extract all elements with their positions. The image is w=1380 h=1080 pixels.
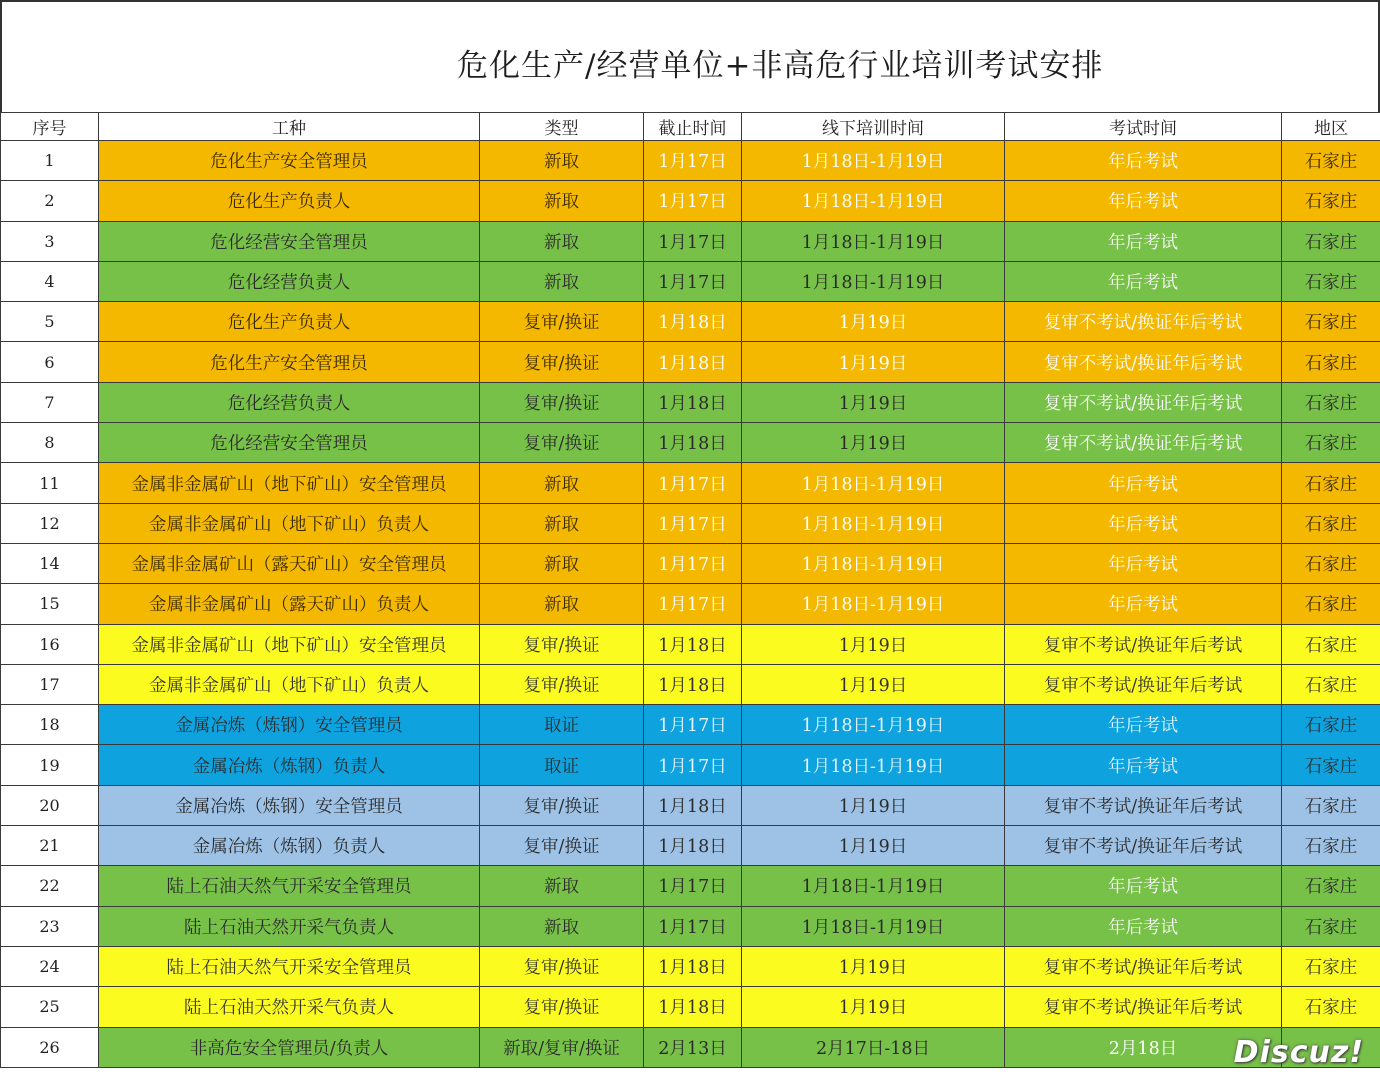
cell-job: 危化经营安全管理员 [99, 221, 480, 261]
cell-type: 复审/换证 [480, 342, 644, 382]
cell-index: 5 [1, 302, 99, 342]
cell-type: 复审/换证 [480, 664, 644, 704]
table-row [1, 987, 1380, 1027]
cell-deadline: 1月18日 [644, 342, 742, 382]
cell-region: 石家庄 [1282, 906, 1380, 946]
cell-deadline: 1月17日 [644, 181, 742, 221]
cell-index: 26 [1, 1027, 99, 1067]
cell-type: 新取 [480, 141, 644, 181]
cell-exam-time: 年后考试 [1005, 181, 1282, 221]
cell-job: 危化生产安全管理员 [99, 342, 480, 382]
watermark-logo: Discuz! [1233, 1035, 1364, 1070]
table-row [1, 141, 1380, 181]
table-row [1, 866, 1380, 906]
cell-job: 陆上石油天然开采气负责人 [99, 987, 480, 1027]
cell-index: 22 [1, 866, 99, 906]
cell-exam-time: 2月18日 [1005, 1027, 1282, 1067]
cell-region: 石家庄 [1282, 423, 1380, 463]
cell-training-time: 1月18日-1月19日 [742, 463, 1005, 503]
cell-training-time: 1月18日-1月19日 [742, 221, 1005, 261]
cell-training-time: 1月18日-1月19日 [742, 745, 1005, 785]
cell-exam-time: 年后考试 [1005, 221, 1282, 261]
cell-type: 复审/换证 [480, 826, 644, 866]
table-row [1, 624, 1380, 664]
table-row [1, 664, 1380, 704]
cell-job: 危化经营负责人 [99, 382, 480, 422]
table-row [1, 463, 1380, 503]
cell-index: 25 [1, 987, 99, 1027]
cell-exam-time: 复审不考试/换证年后考试 [1005, 342, 1282, 382]
cell-type: 复审/换证 [480, 785, 644, 825]
cell-deadline: 1月17日 [644, 866, 742, 906]
cell-region: 石家庄 [1282, 826, 1380, 866]
cell-index: 12 [1, 503, 99, 543]
cell-index: 4 [1, 261, 99, 301]
cell-deadline: 1月17日 [644, 705, 742, 745]
cell-job: 金属非金属矿山（露天矿山）安全管理员 [99, 543, 480, 583]
table-row [1, 705, 1380, 745]
cell-training-time: 1月18日-1月19日 [742, 543, 1005, 583]
cell-job: 金属非金属矿山（露天矿山）负责人 [99, 584, 480, 624]
cell-index: 1 [1, 141, 99, 181]
table-row [1, 181, 1380, 221]
table-row [1, 745, 1380, 785]
cell-region: 石家庄 [1282, 785, 1380, 825]
header-region: 地区 [1282, 113, 1380, 141]
table-row [1, 503, 1380, 543]
cell-job: 金属非金属矿山（地下矿山）负责人 [99, 503, 480, 543]
table-row [1, 785, 1380, 825]
cell-type: 新取 [480, 906, 644, 946]
cell-index: 14 [1, 543, 99, 583]
cell-index: 8 [1, 423, 99, 463]
cell-training-time: 1月18日-1月19日 [742, 705, 1005, 745]
cell-type: 复审/换证 [480, 382, 644, 422]
cell-training-time: 1月19日 [742, 423, 1005, 463]
cell-deadline: 1月18日 [644, 302, 742, 342]
cell-index: 2 [1, 181, 99, 221]
cell-deadline: 1月17日 [644, 463, 742, 503]
cell-region: 石家庄 [1282, 664, 1380, 704]
cell-type: 新取 [480, 221, 644, 261]
cell-training-time: 1月18日-1月19日 [742, 906, 1005, 946]
cell-index: 17 [1, 664, 99, 704]
cell-training-time: 1月19日 [742, 946, 1005, 986]
cell-exam-time: 年后考试 [1005, 745, 1282, 785]
cell-index: 15 [1, 584, 99, 624]
cell-deadline: 1月18日 [644, 826, 742, 866]
cell-training-time: 1月18日-1月19日 [742, 181, 1005, 221]
cell-training-time: 1月19日 [742, 382, 1005, 422]
header-type: 类型 [480, 113, 644, 141]
cell-deadline: 2月13日 [644, 1027, 742, 1067]
cell-index: 19 [1, 745, 99, 785]
cell-job: 危化生产安全管理员 [99, 141, 480, 181]
cell-job: 危化经营安全管理员 [99, 423, 480, 463]
cell-region: 石家庄 [1282, 463, 1380, 503]
cell-training-time: 1月18日-1月19日 [742, 141, 1005, 181]
cell-deadline: 1月17日 [644, 745, 742, 785]
cell-job: 陆上石油天然开采气负责人 [99, 906, 480, 946]
cell-job: 金属冶炼（炼钢）负责人 [99, 826, 480, 866]
cell-type: 取证 [480, 705, 644, 745]
cell-training-time: 1月19日 [742, 987, 1005, 1027]
cell-deadline: 1月18日 [644, 624, 742, 664]
cell-exam-time: 复审不考试/换证年后考试 [1005, 423, 1282, 463]
table-row [1, 382, 1380, 422]
cell-training-time: 1月19日 [742, 342, 1005, 382]
cell-type: 新取 [480, 503, 644, 543]
cell-training-time: 1月19日 [742, 664, 1005, 704]
cell-region: 石家庄 [1282, 624, 1380, 664]
cell-deadline: 1月17日 [644, 261, 742, 301]
cell-deadline: 1月17日 [644, 543, 742, 583]
cell-region: 石家庄 [1282, 261, 1380, 301]
cell-index: 11 [1, 463, 99, 503]
cell-type: 新取 [480, 584, 644, 624]
cell-exam-time: 复审不考试/换证年后考试 [1005, 987, 1282, 1027]
table-row [1, 423, 1380, 463]
cell-exam-time: 年后考试 [1005, 141, 1282, 181]
cell-type: 新取/复审/换证 [480, 1027, 644, 1067]
cell-region: 石家庄 [1282, 181, 1380, 221]
cell-exam-time: 年后考试 [1005, 261, 1282, 301]
cell-index: 7 [1, 382, 99, 422]
cell-deadline: 1月18日 [644, 664, 742, 704]
cell-region: 石家庄 [1282, 503, 1380, 543]
cell-type: 新取 [480, 463, 644, 503]
cell-region: 石家庄 [1282, 745, 1380, 785]
cell-exam-time: 年后考试 [1005, 584, 1282, 624]
cell-training-time: 1月18日-1月19日 [742, 584, 1005, 624]
cell-region: 石家庄 [1282, 705, 1380, 745]
cell-exam-time: 复审不考试/换证年后考试 [1005, 302, 1282, 342]
table-row [1, 261, 1380, 301]
cell-deadline: 1月18日 [644, 946, 742, 986]
cell-region: 石家庄 [1282, 946, 1380, 986]
table-row [1, 946, 1380, 986]
cell-index: 21 [1, 826, 99, 866]
cell-index: 3 [1, 221, 99, 261]
header-training-time: 线下培训时间 [742, 113, 1005, 141]
header-exam-time: 考试时间 [1005, 113, 1282, 141]
cell-exam-time: 复审不考试/换证年后考试 [1005, 624, 1282, 664]
cell-type: 新取 [480, 181, 644, 221]
cell-deadline: 1月17日 [644, 584, 742, 624]
table-row [1, 826, 1380, 866]
cell-index: 20 [1, 785, 99, 825]
cell-type: 复审/换证 [480, 423, 644, 463]
cell-index: 23 [1, 906, 99, 946]
page-title: 危化生产/经营单位+非高危行业培训考试安排 [457, 48, 1104, 84]
cell-index: 24 [1, 946, 99, 986]
cell-deadline: 1月18日 [644, 785, 742, 825]
schedule-table [0, 112, 1380, 1068]
cell-exam-time: 年后考试 [1005, 906, 1282, 946]
cell-exam-time: 复审不考试/换证年后考试 [1005, 946, 1282, 986]
cell-deadline: 1月18日 [644, 382, 742, 422]
header-job: 工种 [99, 113, 480, 141]
cell-training-time: 1月19日 [742, 302, 1005, 342]
cell-deadline: 1月17日 [644, 221, 742, 261]
cell-job: 金属非金属矿山（地下矿山）安全管理员 [99, 463, 480, 503]
table-row [1, 302, 1380, 342]
cell-type: 取证 [480, 745, 644, 785]
cell-region: 石家庄 [1282, 543, 1380, 583]
title-area [0, 0, 1380, 112]
cell-job: 金属非金属矿山（地下矿山）安全管理员 [99, 624, 480, 664]
cell-training-time: 1月18日-1月19日 [742, 866, 1005, 906]
cell-region: 石家庄 [1282, 987, 1380, 1027]
cell-exam-time: 年后考试 [1005, 503, 1282, 543]
cell-training-time: 1月18日-1月19日 [742, 261, 1005, 301]
header-row [1, 113, 1380, 141]
cell-deadline: 1月18日 [644, 423, 742, 463]
table-row [1, 1027, 1380, 1067]
table-row [1, 906, 1380, 946]
table-row [1, 221, 1380, 261]
table-row [1, 584, 1380, 624]
cell-exam-time: 复审不考试/换证年后考试 [1005, 664, 1282, 704]
cell-type: 复审/换证 [480, 624, 644, 664]
cell-type: 复审/换证 [480, 987, 644, 1027]
cell-region: 石家庄 [1282, 584, 1380, 624]
cell-deadline: 1月17日 [644, 141, 742, 181]
table-row [1, 543, 1380, 583]
cell-exam-time: 复审不考试/换证年后考试 [1005, 785, 1282, 825]
cell-exam-time: 复审不考试/换证年后考试 [1005, 382, 1282, 422]
cell-exam-time: 年后考试 [1005, 543, 1282, 583]
cell-type: 新取 [480, 261, 644, 301]
cell-training-time: 1月19日 [742, 785, 1005, 825]
cell-index: 18 [1, 705, 99, 745]
cell-job: 金属冶炼（炼钢）安全管理员 [99, 705, 480, 745]
cell-job: 金属冶炼（炼钢）安全管理员 [99, 785, 480, 825]
cell-region: 石家庄 [1282, 141, 1380, 181]
cell-region: 石家庄 [1282, 302, 1380, 342]
cell-type: 复审/换证 [480, 946, 644, 986]
cell-deadline: 1月18日 [644, 987, 742, 1027]
cell-deadline: 1月17日 [644, 503, 742, 543]
cell-job: 金属冶炼（炼钢）负责人 [99, 745, 480, 785]
cell-exam-time: 复审不考试/换证年后考试 [1005, 826, 1282, 866]
cell-region: 石家庄 [1282, 866, 1380, 906]
cell-training-time: 1月19日 [742, 826, 1005, 866]
cell-job: 危化生产负责人 [99, 181, 480, 221]
cell-index: 16 [1, 624, 99, 664]
cell-job: 非高危安全管理员/负责人 [99, 1027, 480, 1067]
cell-exam-time: 年后考试 [1005, 866, 1282, 906]
cell-exam-time: 年后考试 [1005, 463, 1282, 503]
cell-job: 危化经营负责人 [99, 261, 480, 301]
header-deadline: 截止时间 [644, 113, 742, 141]
cell-region: 石家庄 [1282, 342, 1380, 382]
cell-type: 新取 [480, 866, 644, 906]
cell-job: 危化生产负责人 [99, 302, 480, 342]
cell-region: 石家庄 [1282, 382, 1380, 422]
cell-training-time: 2月17日-18日 [742, 1027, 1005, 1067]
cell-region: 石家庄 [1282, 221, 1380, 261]
cell-training-time: 1月19日 [742, 624, 1005, 664]
cell-job: 陆上石油天然气开采安全管理员 [99, 946, 480, 986]
cell-training-time: 1月18日-1月19日 [742, 503, 1005, 543]
cell-type: 复审/换证 [480, 302, 644, 342]
header-index: 序号 [1, 113, 99, 141]
cell-deadline: 1月17日 [644, 906, 742, 946]
cell-index: 6 [1, 342, 99, 382]
cell-exam-time: 年后考试 [1005, 705, 1282, 745]
table-row [1, 342, 1380, 382]
cell-job: 金属非金属矿山（地下矿山）负责人 [99, 664, 480, 704]
cell-type: 新取 [480, 543, 644, 583]
cell-job: 陆上石油天然气开采安全管理员 [99, 866, 480, 906]
